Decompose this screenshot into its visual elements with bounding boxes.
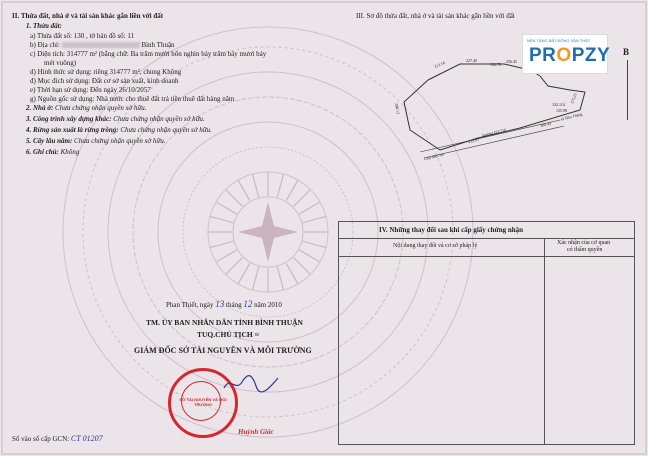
dim-label: 227.40	[466, 58, 477, 63]
dim-label: 192.78	[490, 62, 501, 67]
item-construction: 3. Công trình xây dựng khác: Chưa chứng nhận quyền sở hữu.	[26, 115, 205, 123]
gcn-entry: Số vào sổ cấp GCN: CT 01207	[12, 434, 103, 443]
land-use-form: d) Hình thức sử dụng: riêng 314777 m², chung Không	[30, 68, 182, 76]
seal-text: SỞ TÀI NGUYÊN VÀ MÔI TRƯỜNG	[179, 397, 227, 407]
north-arrow-line	[627, 60, 628, 120]
land-parcel-number: a) Thửa đất số: 130 , tờ bản đồ số: 11	[30, 32, 135, 40]
land-address	[30, 41, 175, 50]
road-label-main: Đường ĐT 716	[481, 127, 507, 138]
col-authority: Xác nhận của cơ quan	[557, 240, 611, 246]
land-area-cont: mét vuông)	[44, 59, 77, 67]
changes-heading: IV. Những thay đổi sau khi cấp giấy chứng nhận	[379, 226, 524, 234]
address-province: Bình Thuận	[141, 41, 175, 49]
issuing-org: TM. ỦY BAN NHÂN DÂN TỈNH BÌNH THUẬN	[146, 318, 303, 327]
propzy-logo	[522, 34, 611, 74]
section3-heading: III. Sơ đồ thửa đất, nhà ở và tài sản khác gắn liền với đất	[356, 12, 515, 20]
land-use-purpose: đ) Mục đích sử dụng: Đất cơ sở sản xuất, kinh doanh	[30, 77, 179, 85]
land-area: c) Diện tích: 314777 m² (bằng chữ: Ba trăm mười bốn nghìn bảy trăm bảy mươi bảy	[30, 50, 267, 58]
item-house: 2. Nhà ở: Chưa chứng nhận quyền sở hữu.	[26, 104, 147, 112]
signature-mark	[222, 372, 280, 394]
dim-label: 306.43	[539, 120, 552, 129]
item-forest: 4. Rừng sản xuất là rừng trồng: Chưa chứng nhận quyền sở hữu.	[26, 126, 212, 134]
signer-name: Huỳnh Giác	[238, 428, 274, 436]
item-perennial: 5. Cây lâu năm: Chưa chứng nhận quyền sở hữu.	[26, 137, 166, 145]
issue-date: Phan Thiết, ngày 13 tháng 12 năm 2010	[166, 299, 282, 309]
land-use-term: e) Thời hạn sử dụng: Đến ngày 26/10/2057	[30, 86, 151, 94]
dim-label: 213.14	[433, 59, 446, 70]
item-note: 6. Ghi chú: Không	[26, 148, 80, 156]
land-heading: 1. Thửa đất:	[26, 22, 62, 30]
dim-label: 288.13	[394, 102, 401, 115]
col-authority-cont: có thẩm quyền	[567, 247, 603, 253]
north-label: B	[623, 47, 630, 57]
logo-tagline: NỀN TẢNG BẤT ĐỘNG SẢN THẬT	[527, 38, 591, 43]
table-column-divider	[544, 238, 545, 444]
dim-label: 175.25	[569, 92, 578, 105]
address-redacted	[62, 42, 140, 48]
col-change-content: Nội dung thay đổi và cơ sở pháp lý	[393, 243, 478, 249]
dim-label: 125.98	[556, 108, 567, 113]
land-use-origin: g) Nguồn gốc sử dụng: Nhà nước cho thuê đất trả tiền thuê đất hàng năm	[30, 95, 235, 103]
north-arrow	[623, 48, 629, 57]
road-label-right: xã Hòa Thắng	[559, 111, 583, 122]
address-label: b) Địa chỉ:	[30, 41, 60, 49]
changes-table	[338, 221, 635, 445]
signer-role: TUQ.CHỦ TỊCH ≈	[197, 330, 259, 339]
logo-wordmark: PROPZY	[529, 45, 611, 66]
signer-title: GIÁM ĐỐC SỞ TÀI NGUYÊN VÀ MÔI TRƯỜNG	[134, 346, 312, 355]
section2-heading: II. Thửa đất, nhà ở và tài sản khác gắn liền với đất	[12, 12, 164, 20]
dim-label: 256.45	[506, 59, 517, 64]
road-label-left: Chợ Mũi Né	[423, 151, 445, 162]
dim-label: 132.114	[552, 102, 565, 107]
dim-label: 415.01	[467, 136, 480, 145]
table-divider	[339, 256, 634, 257]
